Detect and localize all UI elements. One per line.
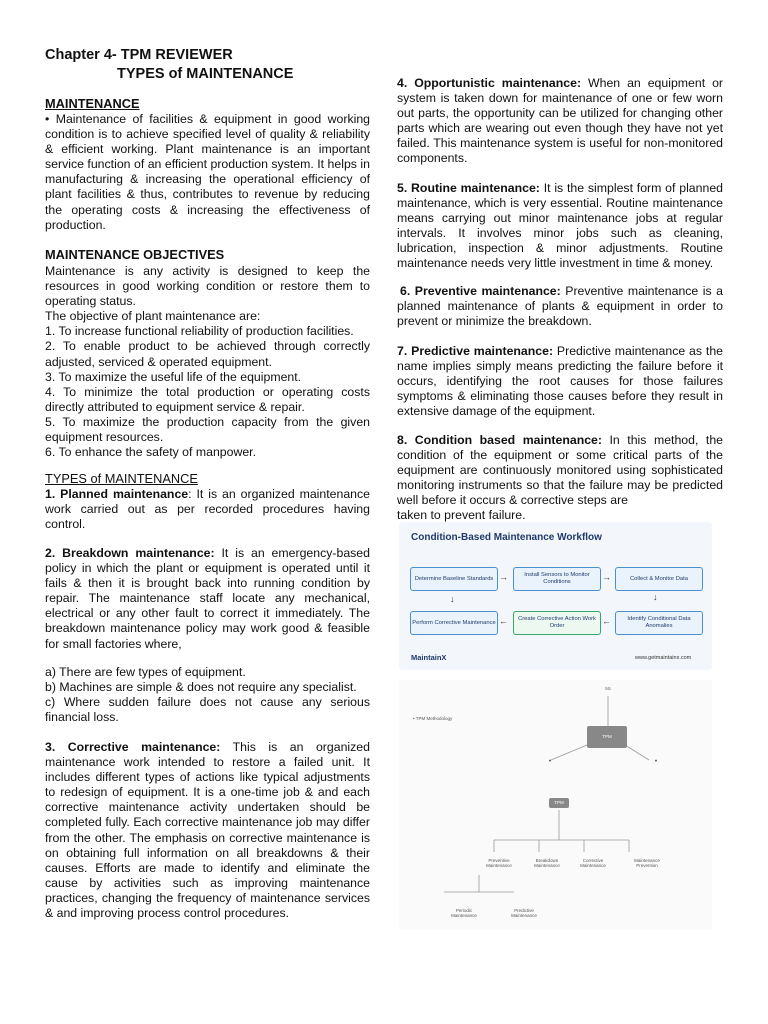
workflow-title: Condition-Based Maintenance Workflow — [411, 532, 602, 543]
planned-paragraph — [45, 487, 370, 532]
condition-item: c) Where sudden failure does not cause any serious financial loss. — [45, 695, 370, 725]
opportunistic-label: 4. Opportunistic maintenance: — [397, 76, 582, 90]
condition-tail: taken to prevent failure. — [397, 508, 526, 523]
condition-item: b) Machines are simple & does not require any specialist. — [45, 680, 357, 695]
objective-item: 5. To maximize the production capacity from the given equipment resources. — [45, 414, 370, 445]
workflow-figure — [399, 522, 712, 670]
preventive-text: Preventive maintenance is a planned maintenance of plants & equipment in order to prevent or minimize the breakdown. — [397, 284, 723, 329]
workflow-step: Collect & Monitor Data — [615, 567, 703, 591]
tpm-branch-label: Preventive Maintenance — [486, 858, 512, 868]
condition-item: a) There are few types of equipment. — [45, 665, 246, 679]
planned-label: 1. Planned maintenance — [45, 487, 189, 501]
corrective-label: 3. Corrective maintenance: — [45, 740, 221, 754]
arrow-down-icon: ↓ — [450, 594, 455, 604]
planned-text: : It is an organized maintenance work carried out as per recorded procedures having control. — [45, 487, 371, 532]
planned-block — [45, 487, 370, 532]
predictive-block — [397, 344, 723, 419]
arrow-down-icon: ↓ — [653, 592, 658, 602]
breakdown-block — [45, 546, 370, 652]
objectives-intro: Maintenance is any activity is designed to keep the resources in good working condition or restore them to operating status. — [45, 264, 370, 309]
routine-paragraph — [397, 181, 723, 272]
tpm-center-node: TPM — [587, 726, 627, 748]
corrective-paragraph — [45, 740, 370, 921]
tpm-sub-center: TPM — [549, 798, 569, 808]
corrective-text: This is an organized maintenance work intended to restore a failed unit. It includes different types of actions like typical adjustments to redesign of equipment. It is a one-time job & and each corrective maintenance activity undertaken should be completed fully. Each corrective maintenance job may differ from the other. The emphasis on corrective maintenance is on obtaining full information on all breakdowns & their causes. Efforts are made to identify and eliminate the cause by activities such as improving maintenance practices, changing the frequency of maintenance services & and improving process control procedures. — [45, 740, 370, 921]
tpm-right-node: ● — [654, 758, 658, 763]
tpm-branch-label: Breakdown Maintenance — [534, 858, 560, 868]
workflow-step: Install Sensors to Monitor Conditions — [513, 567, 601, 591]
opportunistic-block — [397, 76, 723, 167]
predictive-text: Predictive maintenance as the name implies simply means predicting the failure before it occurs, identifying the root causes for those failures symptoms & eliminating those causes before they result in extensive damage of the equipment. — [397, 344, 724, 419]
maintenance-body — [45, 112, 370, 233]
breakdown-text: It is an emergency-based policy in which the plant or equipment is operated until it fails & then it is brought back into running condition by repair. The maintenance staff locate any mechanical, electrical or any other fault to correct it immediately. The breakdown maintenance policy may work good & feasible for small factories where, — [45, 546, 370, 651]
document-subtitle: TYPES of MAINTENANCE — [117, 66, 294, 82]
heading-types: TYPES of MAINTENANCE — [45, 471, 198, 486]
tpm-left-node: ● — [548, 758, 552, 763]
routine-text: It is the simplest form of planned maintenance, which is very essential. Routine maintenance means carrying out minor maintenance jobs at regular intervals. It involves minor jobs such as cleaning, lubrication, inspection & minor adjustments. Routine maintenance needs very little investment in time & money. — [397, 181, 724, 271]
workflow-url: www.getmaintainx.com — [635, 655, 692, 661]
workflow-step: Perform Corrective Maintenance — [410, 611, 498, 635]
condition-paragraph — [397, 433, 723, 508]
workflow-step: Identify Conditional Data Anomalies — [615, 611, 703, 635]
preventive-paragraph — [397, 284, 723, 329]
condition-label: 8. Condition based maintenance: — [397, 433, 602, 447]
corrective-block — [45, 740, 370, 921]
opportunistic-text: When an equipment or system is taken down for maintenance of one or few worn out parts, the opportunity can be utilized for changing other parts which are wearing out even though they have not yet failed. This maintenance system is useful for non-monitored components. — [397, 76, 724, 166]
tpm-leaf-label: Predictive Maintenance — [511, 908, 537, 918]
workflow-step: Create Corrective Action Work Order — [513, 611, 601, 635]
routine-label: 5. Routine maintenance: — [397, 181, 540, 195]
tpm-bullet: • TPM Methodology — [413, 716, 453, 721]
workflow-brand-logo: MaintainX — [411, 653, 447, 662]
heading-maintenance: MAINTENANCE — [45, 96, 140, 111]
arrow-left-icon: ← — [499, 616, 508, 626]
predictive-label: 7. Predictive maintenance: — [397, 344, 554, 358]
breakdown-label: 2. Breakdown maintenance: — [45, 546, 215, 560]
opportunistic-paragraph — [397, 76, 723, 167]
condition-block — [397, 433, 723, 524]
tpm-figure — [399, 680, 712, 930]
arrow-left-icon: ← — [602, 616, 611, 626]
tpm-branch-label: Maintenance Prevention — [634, 858, 660, 868]
objective-item: 6. To enhance the safety of manpower. — [45, 445, 257, 460]
tpm-top-node: 5S — [605, 686, 611, 691]
tpm-leaf-label: Periodic Maintenance — [451, 908, 477, 918]
maintenance-paragraph: • Maintenance of facilities & equipment in good working condition is to achieve specified level of quality & reliability & efficient working. Plant maintenance is an important service function of an efficient production system. It helps in manufacturing & increasing the operational efficiency of plant facilities & thus, contributes to revenue by reducing the operating costs & increasing the effectiveness of production. — [45, 112, 370, 232]
heading-objectives: MAINTENANCE OBJECTIVES — [45, 247, 225, 262]
objective-item: 3. To maximize the useful life of the equipment. — [45, 369, 302, 384]
predictive-paragraph — [397, 344, 723, 419]
objectives-body — [45, 264, 370, 460]
condition-text: In this method, the condition of the equipment or some critical parts of the equipment are continuously monitored using sophisticated monitoring instruments so that the failure may be predicted well before it occurs & corrective steps are — [397, 433, 723, 508]
routine-block — [397, 181, 723, 272]
conditions-block — [45, 665, 370, 725]
breakdown-paragraph — [45, 546, 370, 652]
workflow-step: Determine Baseline Standards — [410, 567, 498, 591]
tpm-branch-label: Corrective Maintenance — [580, 858, 606, 868]
preventive-label: 6. Preventive maintenance: — [400, 284, 561, 298]
objectives-lead: The objective of plant maintenance are: — [45, 309, 261, 324]
preventive-block — [397, 284, 723, 329]
arrow-right-icon: → — [602, 572, 611, 582]
document-title: Chapter 4- TPM REVIEWER — [45, 47, 233, 63]
objective-item: 4. To minimize the total production or operating costs directly attributed to equipment service & repair. — [45, 384, 370, 414]
objective-item: 1. To increase functional reliability of production facilities. — [45, 324, 354, 339]
objective-item: 2. To enable product to be achieved through correctly adjusted, serviced & operated equipment. — [45, 339, 370, 369]
arrow-right-icon: → — [499, 572, 508, 582]
